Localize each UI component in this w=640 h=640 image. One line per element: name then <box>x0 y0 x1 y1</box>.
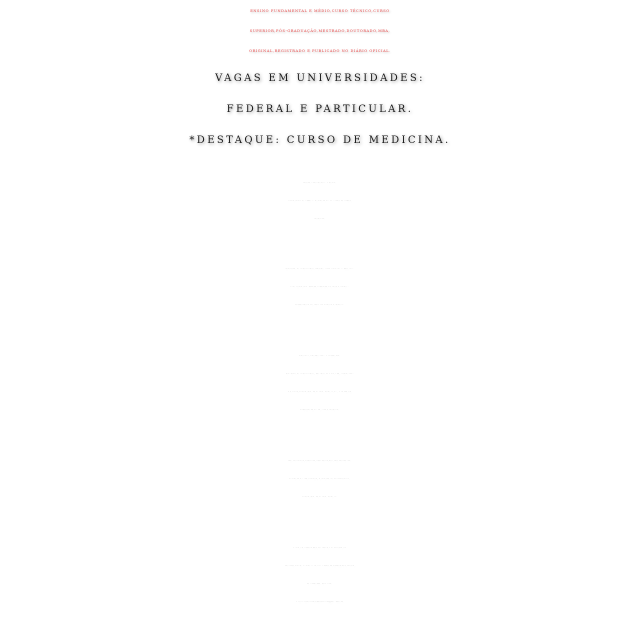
header-red-line-2: SUPERIOR,PÓS-GRADUAÇÃO,MESTRADO,DOUTORADO,MBA, <box>249 29 391 33</box>
headline-line-2: FEDERAL E PARTICULAR. <box>226 104 414 115</box>
headline-line-1: VAGAS EM UNIVERSIDADES: <box>215 73 425 84</box>
header-red-line-1: ENSINO FUNDAMENTAL E MÉDIO,CURSO TÉCNICO,CURSO <box>250 9 390 13</box>
headline-line-3: *DESTAQUE: CURSO DE MEDICINA. <box>189 135 451 146</box>
header-red-line-3: ORIGINAL,REGISTRADO E PUBLICADO NO DIÁRIO OFICIAL. <box>249 49 391 53</box>
